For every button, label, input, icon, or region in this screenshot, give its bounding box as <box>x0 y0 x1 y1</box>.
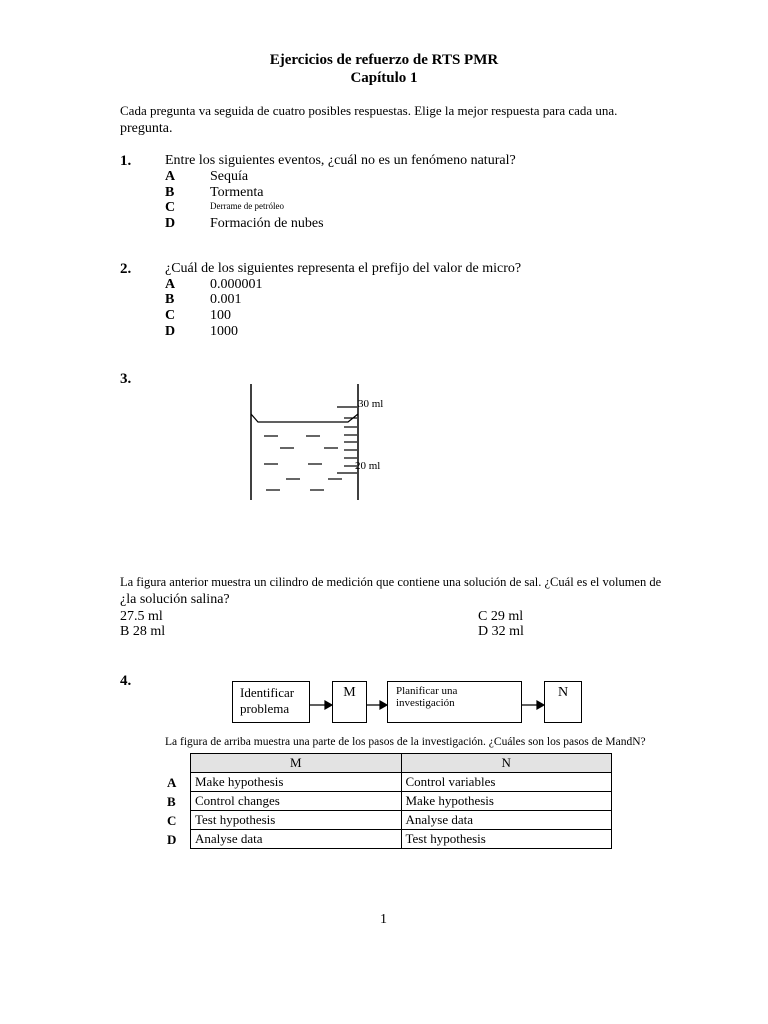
table-header-row <box>191 754 612 773</box>
option-d: D 32 ml <box>478 624 524 639</box>
option-letter: A <box>165 169 176 184</box>
question-number: 1. <box>120 153 132 169</box>
table-row <box>191 811 612 830</box>
cylinder-label-20ml: 20 ml <box>355 460 381 472</box>
question-number: 4. <box>120 673 132 689</box>
meniscus <box>251 414 358 422</box>
row-letter: A <box>167 775 177 790</box>
option-c: C 29 ml <box>478 609 524 624</box>
option-text: Sequía <box>210 169 249 184</box>
instructions-line2: pregunta. <box>120 121 173 136</box>
question-text: Entre los siguientes eventos, ¿cuál no es un fenómeno natural? <box>165 153 516 168</box>
option-letter: B <box>165 292 175 307</box>
question-number: 3. <box>120 371 132 387</box>
page-title: Ejercicios de refuerzo de RTS PMR <box>269 52 499 68</box>
question-text: ¿Cuál de los siguientes representa el prefijo del valor de micro? <box>165 261 522 276</box>
answer-table <box>190 753 612 849</box>
option-text: Formación de nubes <box>210 216 324 231</box>
option-text: 0.001 <box>210 292 242 307</box>
question-text: La figura anterior muestra un cilindro de medición que contiene una solución de sal. ¿Cuál es el volumen de <box>120 575 662 589</box>
row-letter: B <box>167 794 176 809</box>
page-subtitle: Capítulo 1 <box>350 70 418 86</box>
flow-step-identify-problem: Identificar problema <box>232 681 310 723</box>
flow-arrows <box>300 690 560 720</box>
cell-n: Control variables <box>401 773 612 792</box>
cell-n: Analyse data <box>401 811 612 830</box>
flow-step-n: N <box>544 681 582 723</box>
arrow-head-icon <box>537 701 544 709</box>
row-letter: C <box>167 813 177 828</box>
option-text: Derrame de petróleo <box>210 201 284 211</box>
cylinder-label-30ml: 30 ml <box>358 398 384 410</box>
table-row <box>191 830 612 849</box>
cell-m: Make hypothesis <box>191 773 402 792</box>
arrow-head-icon <box>380 701 387 709</box>
cell-m: Analyse data <box>191 830 402 849</box>
option-text: 0.000001 <box>210 277 263 292</box>
flow-step-plan-investigation: Planificar una investigación <box>387 681 522 723</box>
option-letter: D <box>165 216 176 231</box>
option-a: 27.5 ml <box>120 609 163 624</box>
cell-n: Make hypothesis <box>401 792 612 811</box>
option-b: B 28 ml <box>120 624 166 639</box>
column-header-n: N <box>401 754 612 773</box>
row-letter: D <box>167 832 177 847</box>
arrow-head-icon <box>325 701 332 709</box>
option-letter: D <box>165 324 176 339</box>
option-letter: C <box>165 200 176 215</box>
option-text: 1000 <box>210 324 238 339</box>
question-text: La figura de arriba muestra una parte de los pasos de la investigación. ¿Cuáles son los pasos de MandN? <box>165 736 646 748</box>
cell-m: Control changes <box>191 792 402 811</box>
cell-m: Test hypothesis <box>191 811 402 830</box>
option-text: 100 <box>210 308 231 323</box>
column-header-m: M <box>191 754 402 773</box>
flow-step-m: M <box>332 681 367 723</box>
option-letter: A <box>165 277 176 292</box>
table-row <box>191 792 612 811</box>
option-text: Tormenta <box>210 185 264 200</box>
option-letter: C <box>165 308 176 323</box>
option-letter: B <box>165 185 175 200</box>
table-row <box>191 773 612 792</box>
page-number: 1 <box>380 912 387 927</box>
question-text-line2: ¿la solución salina? <box>120 592 230 607</box>
liquid-dashes <box>264 436 342 490</box>
cell-n: Test hypothesis <box>401 830 612 849</box>
instructions-line1: Cada pregunta va seguida de cuatro posibles respuestas. Elige la mejor respuesta para cada una. <box>120 103 618 118</box>
question-number: 2. <box>120 261 132 277</box>
